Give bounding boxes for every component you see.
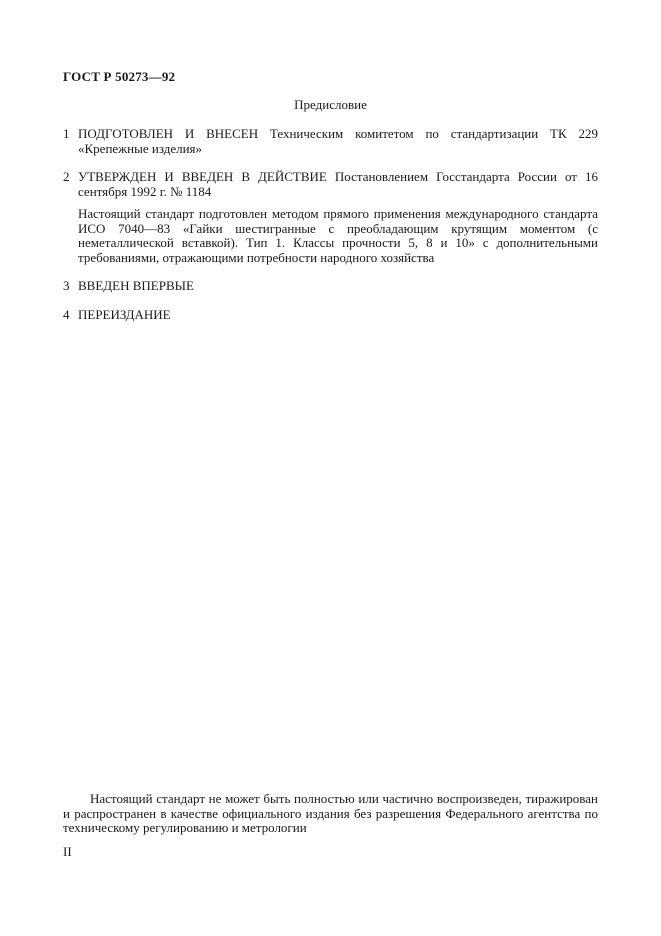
preface-item-4	[63, 308, 598, 323]
copyright-restriction-note: Настоящий стандарт не может быть полностью или частично воспроизведен, тиражирован и распространен в качестве официального издания без разрешения Федерального агентства по техническому регулированию и метрологии	[63, 791, 598, 835]
item-text: ПЕРЕИЗДАНИЕ	[78, 306, 171, 322]
item-number: 3	[63, 278, 70, 293]
item-text: ВВЕДЕН ВПЕРВЫЕ	[78, 278, 194, 293]
preface-item-1	[63, 127, 598, 156]
item-number: 1	[63, 126, 70, 141]
page-number: II	[63, 844, 72, 859]
document-code: ГОСТ Р 50273—92	[63, 69, 176, 84]
preface-item-2	[63, 170, 598, 199]
item-number: 2	[63, 169, 70, 184]
item-text: ПОДГОТОВЛЕН И ВНЕСЕН Техническим комитетом по стандартизации ТК 229 «Крепежные изделия»	[78, 126, 598, 156]
item-text: УТВЕРЖДЕН И ВВЕДЕН В ДЕЙСТВИЕ Постановлением Госстандарта России от 16 сентября 1992 г. № 1184	[78, 169, 598, 199]
preface-title: Предисловие	[294, 97, 367, 112]
page-content	[63, 70, 598, 336]
preface-item-3	[63, 279, 598, 294]
item-number: 4	[63, 306, 70, 322]
iso-application-note: Настоящий стандарт подготовлен методом прямого применения международного стандарта ИСО 7040—83 «Гайки шестигранные с преобладающим крутящим моментом (с неметаллической вставкой). Тип 1. Классы прочности 5, 8 и 10» с дополнительными требованиями, отражающими потребности народного хозяйства	[78, 206, 598, 265]
